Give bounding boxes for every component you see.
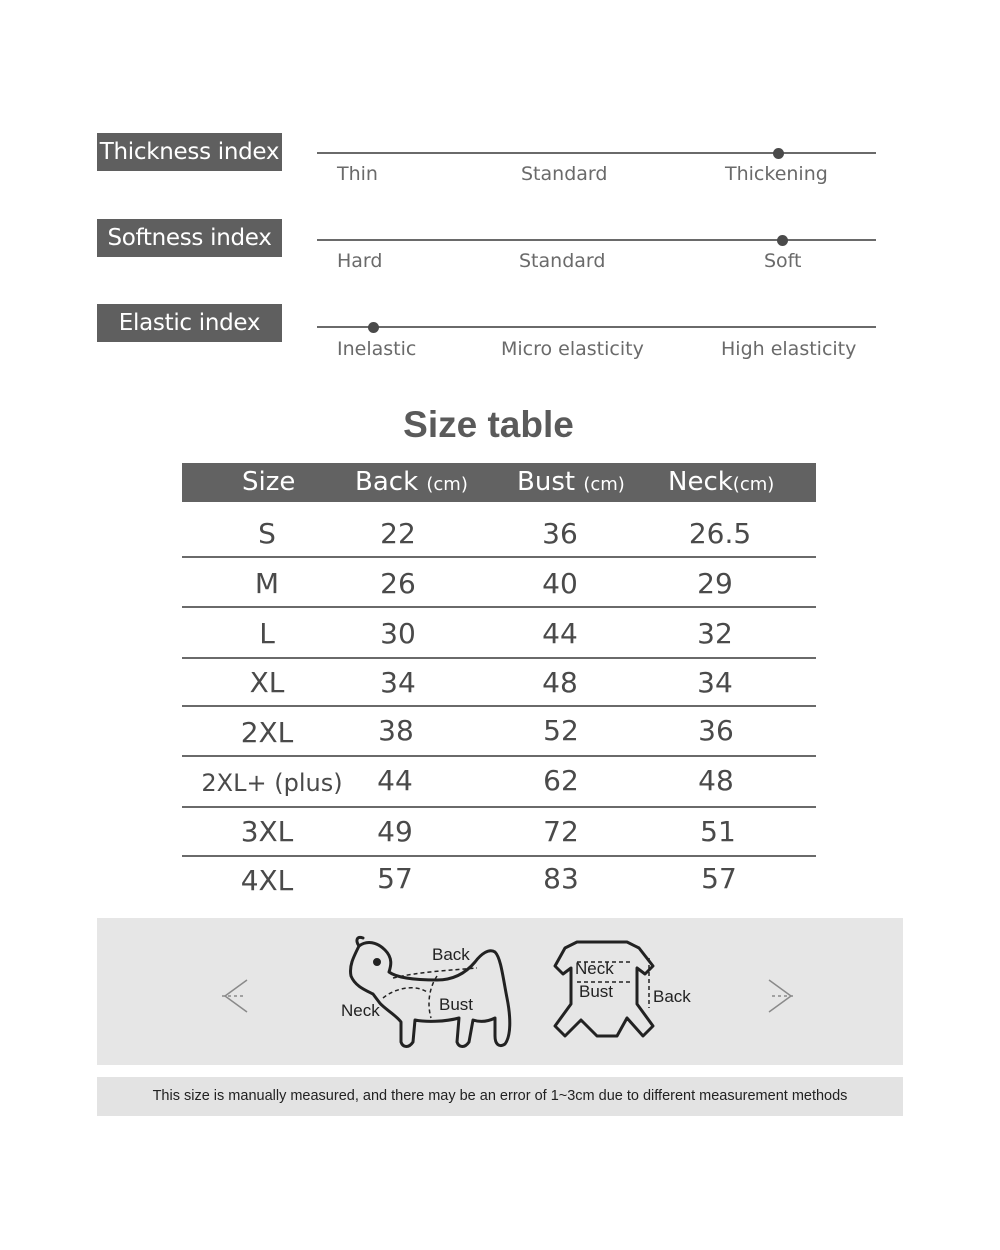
cell-back: 49 (377, 815, 413, 848)
prev-arrow-icon (222, 980, 247, 1012)
thickness-scale-line (317, 152, 876, 154)
header-back (355, 463, 468, 502)
cell-size: S (258, 517, 276, 550)
cell-neck: 29 (697, 567, 733, 600)
dog-label-back: Back (432, 945, 470, 964)
measurement-note: This size is manually measured, and there may be an error of 1~3cm due to different measurement methods (97, 1077, 903, 1116)
thickness-selected-marker (773, 148, 784, 159)
cell-back: 34 (380, 666, 416, 699)
softness-option-hard: Hard (337, 250, 383, 272)
header-neck-unit: (cm) (732, 474, 775, 495)
header-neck (668, 463, 774, 502)
cell-neck: 26.5 (688, 517, 752, 550)
row-divider (182, 755, 816, 757)
size-table-header (182, 463, 816, 502)
cell-neck: 51 (700, 815, 736, 848)
cell-back: 57 (377, 862, 413, 895)
row-divider (182, 606, 816, 608)
header-bust-unit: (cm) (583, 474, 625, 495)
garment-label-back: Back (653, 987, 691, 1006)
cell-bust: 36 (542, 517, 578, 550)
cell-bust: 48 (542, 666, 578, 699)
cell-neck: 34 (697, 666, 733, 699)
softness-scale-line (317, 239, 876, 241)
header-size (242, 463, 295, 502)
garment-label-neck: Neck (575, 959, 614, 978)
row-divider (182, 705, 816, 707)
thickness-option-thin: Thin (337, 163, 378, 185)
header-size-label: Size (242, 467, 296, 497)
cell-bust: 62 (543, 764, 579, 797)
dog-label-bust: Bust (439, 995, 474, 1014)
cell-neck: 32 (697, 617, 733, 650)
cell-back: 30 (380, 617, 416, 650)
thickness-option-standard: Standard (521, 163, 608, 185)
elastic-index-label: Elastic index (97, 304, 282, 342)
cell-size: 3XL (240, 815, 294, 848)
elastic-scale-line (317, 326, 876, 328)
header-back-unit: (cm) (426, 474, 468, 495)
cell-neck: 36 (698, 714, 734, 747)
row-divider (182, 657, 816, 659)
cell-size: 2XL (240, 716, 294, 749)
cell-size: L (259, 617, 275, 650)
cell-size: XL (249, 666, 285, 699)
garment-label-bust: Bust (579, 982, 614, 1001)
thickness-option-thickening: Thickening (725, 163, 828, 185)
header-bust-label: Bust (517, 467, 576, 497)
cell-bust: 40 (542, 567, 578, 600)
cell-bust: 83 (543, 862, 579, 895)
cell-bust: 44 (542, 617, 578, 650)
cell-back: 22 (380, 517, 416, 550)
softness-index-label: Softness index (97, 219, 282, 257)
cell-bust: 52 (543, 714, 579, 747)
next-arrow-icon (769, 980, 795, 1012)
cell-bust: 72 (543, 815, 579, 848)
cell-back: 38 (378, 714, 414, 747)
cell-neck: 48 (698, 764, 734, 797)
softness-option-standard: Standard (519, 250, 606, 272)
softness-option-soft: Soft (764, 250, 802, 272)
header-back-label: Back (355, 467, 419, 497)
measurement-diagram-panel (97, 918, 903, 1065)
cell-size: M (254, 567, 280, 600)
header-neck-label: Neck (668, 467, 733, 497)
row-divider (182, 556, 816, 558)
elastic-option-micro: Micro elasticity (501, 338, 644, 360)
cell-back: 44 (377, 764, 413, 797)
elastic-selected-marker (368, 322, 379, 333)
elastic-option-inelastic: Inelastic (337, 338, 417, 360)
thickness-index-label: Thickness index (97, 133, 282, 171)
measurement-diagram (97, 918, 903, 1065)
elastic-option-high: High elasticity (721, 338, 857, 360)
softness-selected-marker (777, 235, 788, 246)
size-table-title: Size table (403, 404, 574, 445)
cell-size: 4XL (240, 864, 294, 897)
header-bust (517, 463, 625, 502)
row-divider (182, 806, 816, 808)
cell-size: 2XL+ (plus) (201, 769, 343, 797)
cell-neck: 57 (701, 862, 737, 895)
cell-back: 26 (380, 567, 416, 600)
row-divider (182, 855, 816, 857)
dog-label-neck: Neck (341, 1001, 380, 1020)
